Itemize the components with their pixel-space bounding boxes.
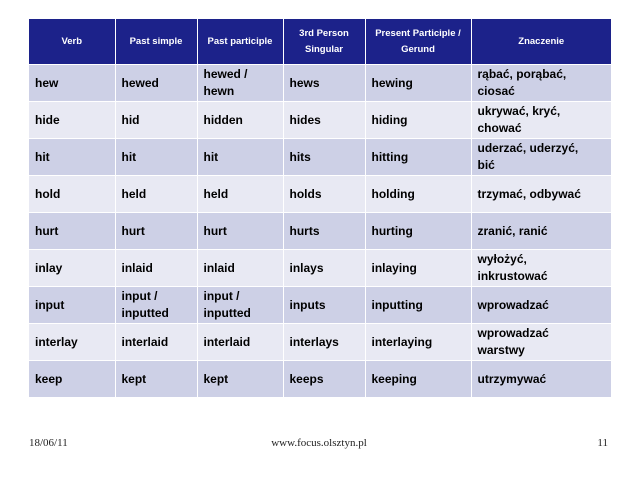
cell-third-person: hews <box>283 65 365 102</box>
cell-third-person: hides <box>283 102 365 139</box>
header-past-participle: Past participle <box>197 19 283 65</box>
cell-third-person: inlays <box>283 250 365 287</box>
cell-meaning: rąbać, porąbać, ciosać <box>471 65 611 102</box>
cell-present-participle: hitting <box>365 139 471 176</box>
cell-past-simple: hit <box>115 139 197 176</box>
header-row <box>29 19 611 65</box>
cell-past-participle: hurt <box>197 213 283 250</box>
cell-meaning: wyłożyć, inkrustować <box>471 250 611 287</box>
header-third-person: 3rd Person Singular <box>283 19 365 65</box>
cell-present-participle: inputting <box>365 287 471 324</box>
header-past-simple: Past simple <box>115 19 197 65</box>
footer-date: 18/06/11 <box>29 437 68 449</box>
cell-past-participle: kept <box>197 361 283 398</box>
table-row <box>29 213 611 250</box>
cell-meaning: wprowadzać <box>471 287 611 324</box>
verb-table-container <box>29 19 611 397</box>
cell-third-person: keeps <box>283 361 365 398</box>
cell-third-person: inputs <box>283 287 365 324</box>
cell-present-participle: interlaying <box>365 324 471 361</box>
cell-meaning: zranić, ranić <box>471 213 611 250</box>
cell-verb: interlay <box>29 324 115 361</box>
cell-verb: input <box>29 287 115 324</box>
cell-present-participle: keeping <box>365 361 471 398</box>
table-row <box>29 65 611 102</box>
cell-present-participle: hurting <box>365 213 471 250</box>
cell-verb: keep <box>29 361 115 398</box>
cell-verb: hold <box>29 176 115 213</box>
cell-third-person: holds <box>283 176 365 213</box>
cell-verb: hew <box>29 65 115 102</box>
cell-past-simple: hid <box>115 102 197 139</box>
cell-past-simple: interlaid <box>115 324 197 361</box>
cell-meaning: wprowadzać warstwy <box>471 324 611 361</box>
cell-meaning: utrzymywać <box>471 361 611 398</box>
cell-past-simple: kept <box>115 361 197 398</box>
cell-meaning: trzymać, odbywać <box>471 176 611 213</box>
table-row <box>29 324 611 361</box>
cell-past-simple: hurt <box>115 213 197 250</box>
table-row <box>29 250 611 287</box>
table-row <box>29 287 611 324</box>
header-verb: Verb <box>29 19 115 65</box>
cell-past-simple: hewed <box>115 65 197 102</box>
cell-past-participle: hidden <box>197 102 283 139</box>
cell-past-participle: input / inputted <box>197 287 283 324</box>
cell-meaning: ukrywać, kryć, chować <box>471 102 611 139</box>
cell-verb: hide <box>29 102 115 139</box>
cell-past-simple: held <box>115 176 197 213</box>
cell-third-person: hits <box>283 139 365 176</box>
header-present-participle: Present Participle / Gerund <box>365 19 471 65</box>
table-row <box>29 102 611 139</box>
table-body <box>29 65 611 398</box>
footer-page-number: 11 <box>597 437 608 449</box>
cell-present-participle: hewing <box>365 65 471 102</box>
irregular-verbs-table <box>29 19 611 397</box>
cell-past-simple: input / inputted <box>115 287 197 324</box>
cell-past-simple: inlaid <box>115 250 197 287</box>
table-row <box>29 139 611 176</box>
table-row <box>29 361 611 398</box>
cell-past-participle: hewed / hewn <box>197 65 283 102</box>
cell-past-participle: hit <box>197 139 283 176</box>
cell-verb: inlay <box>29 250 115 287</box>
table-row <box>29 176 611 213</box>
cell-past-participle: held <box>197 176 283 213</box>
cell-present-participle: holding <box>365 176 471 213</box>
cell-past-participle: inlaid <box>197 250 283 287</box>
cell-past-participle: interlaid <box>197 324 283 361</box>
cell-meaning: uderzać, uderzyć, bić <box>471 139 611 176</box>
cell-present-participle: inlaying <box>365 250 471 287</box>
header-meaning: Znaczenie <box>471 19 611 65</box>
cell-verb: hurt <box>29 213 115 250</box>
cell-third-person: interlays <box>283 324 365 361</box>
cell-third-person: hurts <box>283 213 365 250</box>
cell-verb: hit <box>29 139 115 176</box>
cell-present-participle: hiding <box>365 102 471 139</box>
footer-url: www.focus.olsztyn.pl <box>271 437 367 449</box>
